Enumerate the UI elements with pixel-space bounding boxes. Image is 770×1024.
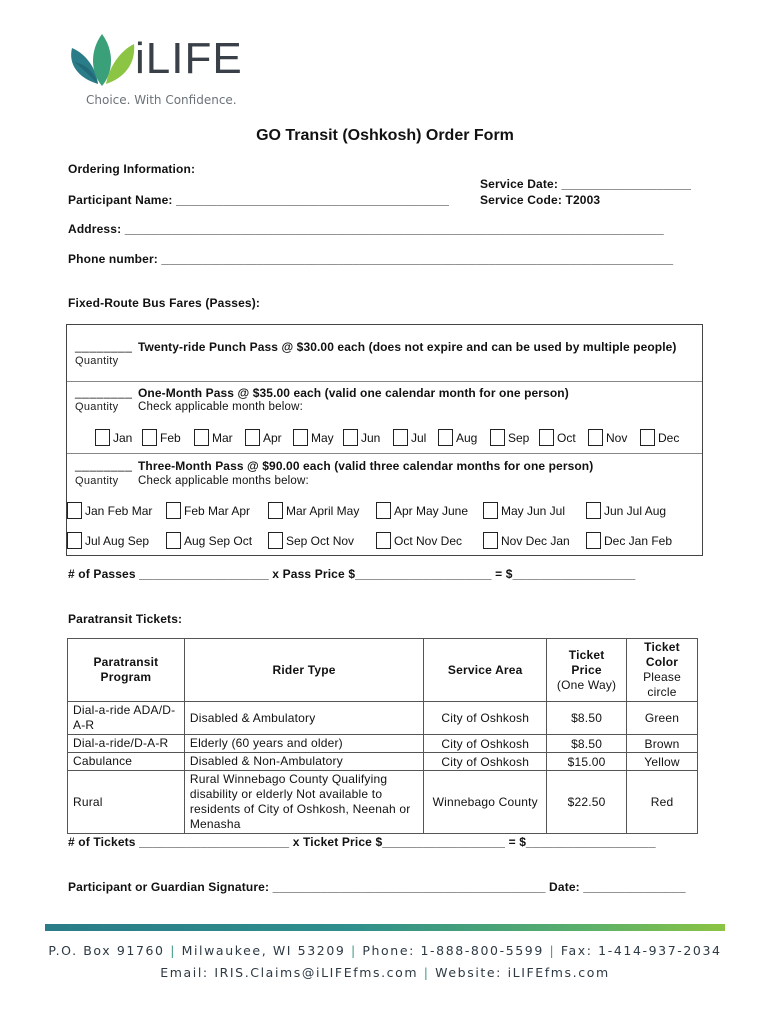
footer-website: Website: iLIFEfms.com — [435, 965, 610, 980]
quarter-checkbox-oct-nov-dec[interactable]: Oct Nov Dec — [376, 532, 462, 549]
program-cell: Cabulance — [68, 753, 185, 771]
rider-cell: Disabled & Ambulatory — [184, 702, 423, 735]
quantity-label: Quantity — [75, 355, 119, 367]
month-checkbox-aug[interactable]: Aug — [438, 429, 477, 446]
brand-tagline: Choice. With Confidence. — [86, 93, 237, 107]
month-checkbox-feb[interactable]: Feb — [142, 429, 181, 446]
service-code: Service Code: T2003 — [480, 193, 601, 207]
three-month-pass-label: Three-Month Pass @ $90.00 each (valid three calendar months for one person) — [138, 459, 594, 473]
divider — [67, 381, 702, 382]
leaf-logo-icon — [68, 28, 138, 90]
month-checkbox-oct[interactable]: Oct — [539, 429, 576, 446]
header-service-area: Service Area — [424, 639, 547, 702]
table-row — [68, 702, 698, 735]
paratransit-heading: Paratransit Tickets: — [68, 612, 183, 626]
checkbox-icon — [268, 532, 283, 549]
quarter-checkbox-jul-aug-sep[interactable]: Jul Aug Sep — [67, 532, 149, 549]
rider-cell: Elderly (60 years and older) — [184, 735, 423, 753]
footer-address-line: P.O. Box 91760 | Milwaukee, WI 53209 | Phone: 1-888-800-5599 | Fax: 1-414-937-2034 — [48, 943, 722, 958]
service-date-field[interactable]: Service Date: ___________________ — [480, 177, 692, 191]
month-checkbox-jul[interactable]: Jul — [393, 429, 426, 446]
price-cell: $22.50 — [547, 771, 627, 834]
checkbox-icon — [483, 502, 498, 519]
table-row — [68, 753, 698, 771]
quarter-checkbox-may-jun-jul[interactable]: May Jun Jul — [483, 502, 565, 519]
checkbox-icon — [588, 429, 603, 446]
color-cell[interactable]: Yellow — [627, 753, 698, 771]
checkbox-icon — [586, 532, 601, 549]
checkbox-icon — [268, 502, 283, 519]
checkbox-icon — [490, 429, 505, 446]
ilife-logo — [68, 28, 258, 112]
checkbox-icon — [393, 429, 408, 446]
month-checkbox-sep[interactable]: Sep — [490, 429, 529, 446]
quantity-label: Quantity — [75, 401, 119, 413]
table-row — [68, 771, 698, 834]
brand-name: iLIFE — [135, 34, 243, 83]
checkbox-icon — [95, 429, 110, 446]
month-checkbox-apr[interactable]: Apr — [245, 429, 282, 446]
month-checkbox-jan[interactable]: Jan — [95, 429, 132, 446]
month-checkbox-dec[interactable]: Dec — [640, 429, 679, 446]
quarter-checkbox-dec-jan-feb[interactable]: Dec Jan Feb — [586, 532, 672, 549]
color-cell[interactable]: Brown — [627, 735, 698, 753]
area-cell: Winnebago County — [424, 771, 547, 834]
checkbox-icon — [640, 429, 655, 446]
one-month-quantity-field[interactable]: ________ — [75, 385, 133, 399]
quarter-checkbox-feb-mar-apr[interactable]: Feb Mar Apr — [166, 502, 250, 519]
checkbox-icon — [166, 532, 181, 549]
month-checkbox-may[interactable]: May — [293, 429, 334, 446]
month-checkbox-mar[interactable]: Mar — [194, 429, 233, 446]
price-cell: $15.00 — [547, 753, 627, 771]
program-cell: Dial-a-ride ADA/D-A-R — [68, 702, 185, 735]
program-cell: Dial-a-ride/D-A-R — [68, 735, 185, 753]
checkbox-icon — [67, 532, 82, 549]
color-cell[interactable]: Green — [627, 702, 698, 735]
checkbox-icon — [539, 429, 554, 446]
quarter-checkbox-jan-feb-mar[interactable]: Jan Feb Mar — [67, 502, 152, 519]
twenty-ride-pass-label: Twenty-ride Punch Pass @ $30.00 each (does not expire and can be used by multiple people) — [138, 340, 677, 354]
signature-line[interactable]: Participant or Guardian Signature: ________________________________________ Date: _______________ — [68, 880, 686, 894]
paratransit-table — [67, 638, 698, 834]
passes-box — [66, 324, 703, 556]
checkbox-icon — [376, 502, 391, 519]
footer-fax: Fax: 1-414-937-2034 — [560, 943, 722, 958]
quantity-label: Quantity — [75, 475, 119, 487]
checkbox-icon — [483, 532, 498, 549]
quarter-checkbox-sep-oct-nov[interactable]: Sep Oct Nov — [268, 532, 354, 549]
footer-gradient-bar — [45, 924, 725, 931]
divider — [67, 453, 702, 454]
checkbox-icon — [438, 429, 453, 446]
month-checkbox-jun[interactable]: Jun — [343, 429, 380, 446]
price-cell: $8.50 — [547, 702, 627, 735]
phone-field[interactable]: Phone number: ___________________________________________________________________________ — [68, 252, 674, 266]
header-ticket-color: Ticket Color Please circle — [627, 639, 698, 702]
header-ticket-price: Ticket Price (One Way) — [547, 639, 627, 702]
area-cell: City of Oshkosh — [424, 753, 547, 771]
check-months-instruction: Check applicable months below: — [138, 475, 309, 487]
checkbox-icon — [245, 429, 260, 446]
rider-cell: Rural Winnebago County Qualifying disability or elderly Not available to residents of City of Oshkosh, Neenah or Menasha — [184, 771, 423, 834]
twenty-ride-quantity-field[interactable]: ________ — [75, 339, 133, 353]
ordering-heading: Ordering Information: — [68, 162, 196, 176]
page-title: GO Transit (Oshkosh) Order Form — [256, 127, 514, 144]
table-row — [68, 735, 698, 753]
one-month-pass-label: One-Month Pass @ $35.00 each (valid one calendar month for one person) — [138, 386, 569, 400]
address-field[interactable]: Address: _______________________________________________________________________________ — [68, 222, 664, 236]
quarter-checkbox-jun-jul-aug[interactable]: Jun Jul Aug — [586, 502, 666, 519]
checkbox-icon — [67, 502, 82, 519]
tickets-total-line[interactable]: # of Tickets ______________________ x Ticket Price $__________________ = $___________________ — [68, 835, 656, 849]
rider-cell: Disabled & Non-Ambulatory — [184, 753, 423, 771]
participant-name-field[interactable]: Participant Name: ________________________________________ — [68, 193, 450, 207]
checkbox-icon — [376, 532, 391, 549]
fixed-route-heading: Fixed-Route Bus Fares (Passes): — [68, 296, 261, 310]
area-cell: City of Oshkosh — [424, 735, 547, 753]
footer-email: Email: IRIS.Claims@iLIFEfms.com — [160, 965, 419, 980]
month-checkbox-nov[interactable]: Nov — [588, 429, 627, 446]
footer-po-box: P.O. Box 91760 — [48, 943, 165, 958]
footer-city: Milwaukee, WI 53209 — [181, 943, 346, 958]
checkbox-icon — [142, 429, 157, 446]
checkbox-icon — [343, 429, 358, 446]
price-cell: $8.50 — [547, 735, 627, 753]
color-cell[interactable]: Red — [627, 771, 698, 834]
quarter-checkbox-nov-dec-jan[interactable]: Nov Dec Jan — [483, 532, 570, 549]
passes-total-line[interactable]: # of Passes ___________________ x Pass Price $____________________ = $__________________ — [68, 567, 636, 581]
footer-phone: Phone: 1-888-800-5599 — [362, 943, 544, 958]
area-cell: City of Oshkosh — [424, 702, 547, 735]
check-month-instruction: Check applicable month below: — [138, 401, 303, 413]
checkbox-icon — [586, 502, 601, 519]
quarter-checkbox-mar-april-may[interactable]: Mar April May — [268, 502, 359, 519]
quarter-checkbox-aug-sep-oct[interactable]: Aug Sep Oct — [166, 532, 252, 549]
checkbox-icon — [293, 429, 308, 446]
quarter-checkbox-apr-may-june[interactable]: Apr May June — [376, 502, 468, 519]
table-header-row — [68, 639, 698, 702]
header-rider-type: Rider Type — [184, 639, 423, 702]
checkbox-icon — [166, 502, 181, 519]
checkbox-icon — [194, 429, 209, 446]
three-month-quantity-field[interactable]: ________ — [75, 458, 133, 472]
footer-contact-line: Email: IRIS.Claims@iLIFEfms.com | Website: iLIFEfms.com — [160, 965, 610, 980]
program-cell: Rural — [68, 771, 185, 834]
header-program: Paratransit Program — [68, 639, 185, 702]
